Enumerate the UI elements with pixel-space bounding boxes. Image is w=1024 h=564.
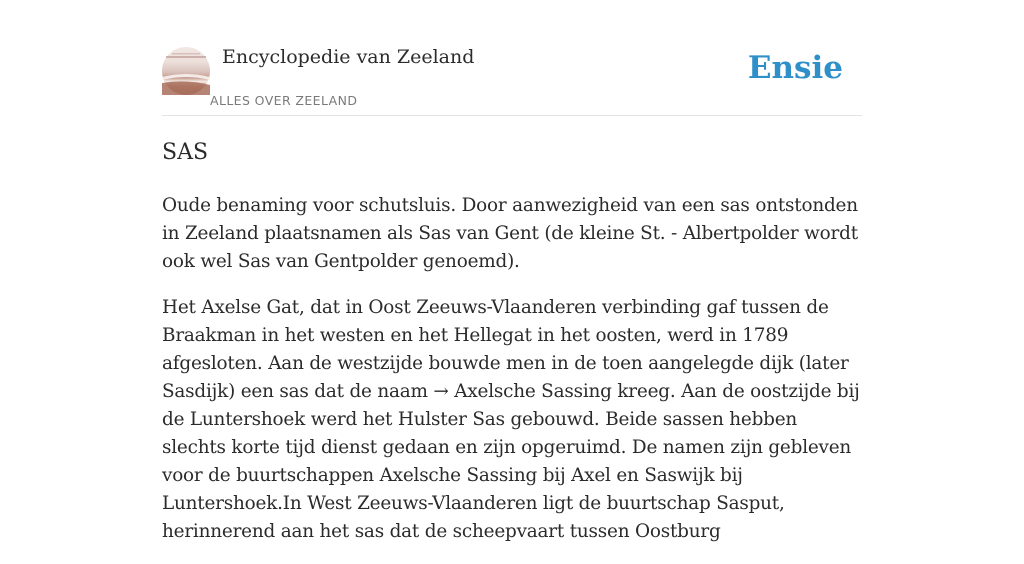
page [162,0,862,542]
site-subtitle: ALLES OVER ZEELAND [210,93,358,108]
site-title[interactable]: Encyclopedie van Zeeland [222,46,475,68]
site-header [162,0,862,116]
ensie-logo-link[interactable]: Ensie [747,50,843,86]
article-paragraph: Het Axelse Gat, dat in Oost Zeeuws-Vlaanderen verbinding gaf tussen de Braakman in het westen en het Hellegat in het oosten, werd in 1789 afgesloten. Aan de westzijde bouwde men in de toen aangelegde dijk (later Sasdijk) een sas dat de naam → Axelsche Sassing kreeg. Aan de oostzijde bij de Luntershoek werd het Hulster Sas gebouwd. Beide sassen hebben slechts korte tijd dienst gedaan en zijn opgeruimd. De namen zijn gebleven voor de buurtschappen Axelsche Sassing bij Axel en Saswijk bij Luntershoek.In West Zeeuws-Vlaanderen ligt de buurtschap Sasput, herinnerend aan het sas dat de scheepvaart tussen Oostburg [162,297,860,542]
article-body [162,192,862,564]
article-title: SAS [162,140,209,165]
article-paragraph: Oude benaming voor schutsluis. Door aanwezigheid van een sas ontstonden in Zeeland plaatsnamen als Sas van Gent (de kleine St. - Albertpolder wordt ook wel Sas van Gentpolder genoemd). [162,195,858,272]
avatar-image-icon [162,47,210,95]
site-avatar[interactable] [162,47,210,95]
